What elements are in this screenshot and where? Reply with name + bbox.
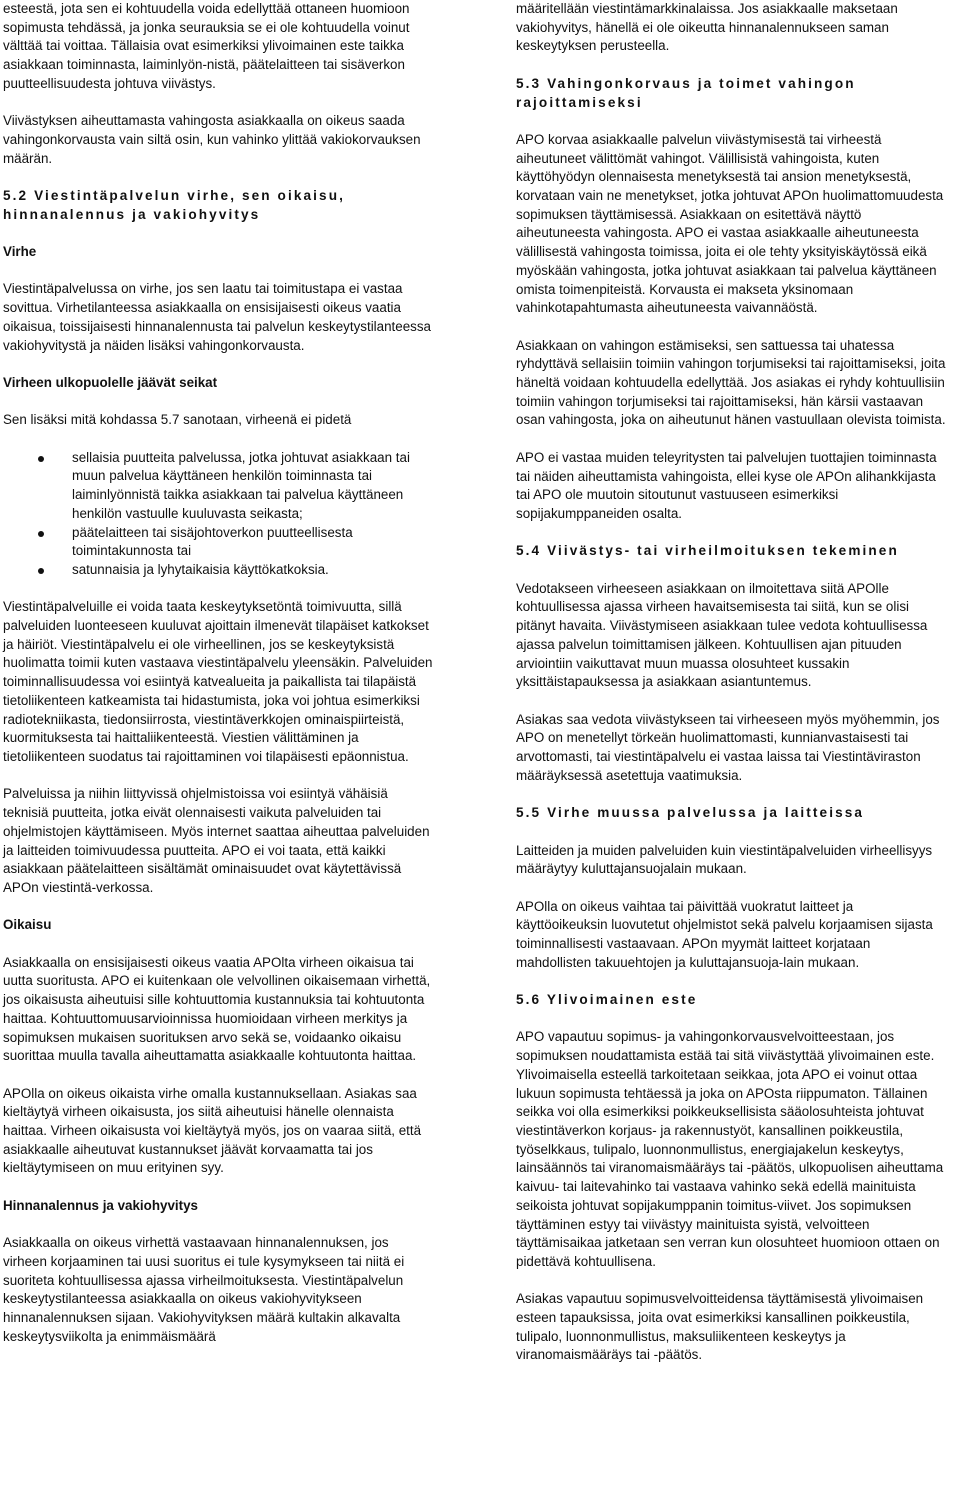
paragraph: Viestintäpalvelussa on virhe, jos sen laatu tai toimitustapa ei vastaa sovittua. Virhetilanteessa asiakkaalla on ensisijaisesti oikeus vaatia oikaisua, toissijaisesti hinnanalennusta tai palvelun keskeytystilanteessa vakiohyvitystä ja näiden lisäksi vahingonkorvausta. bbox=[3, 281, 432, 353]
section-heading: 5.5 Virhe muussa palvelussa ja laitteissa bbox=[516, 805, 865, 821]
paragraph: Asiakas vapautuu sopimusvelvoitteidensa täyttämisestä ylivoimaisen esteen tapauksissa, joita ovat esimerkiksi kansallinen poikkeustila, tulipalo, luonnonmullistus, maksuliikenteen keskeytys ja viranomaismääräys tai -päätös. bbox=[516, 1291, 924, 1363]
bullet-icon bbox=[38, 456, 44, 462]
paragraph: Asiakas saa vedota viivästykseen tai virheeseen myös myöhemmin, jos APO on menetellyt törkeän huolimattomasti, kunnianvastaisesti tai arvottomasti, tai viestintäpalvelu ei vastaa laissa tai Viestintäviraston määräyksessä asetettuja vaatimuksia. bbox=[516, 711, 940, 783]
paragraph: Viestintäpalveluille ei voida taata keskeytyksetöntä toimivuutta, sillä palveluiden luonteeseen kuuluvat ajoittain ilmenevät tilapäiset katkokset ja häiriöt. Viestintäpalvelu ei ole virheellinen, jos se keskeytyksistä huolimatta toimii kuten vastaava viestintäpalvelu yleensäkin. Palveluiden toiminnallisuudessa voi esiintyä katvealueita ja paikallista tai tilapäistä tietoliikenteen katkeamista tai hidastumista, joka voi johtua esimerkiksi radiotekniikasta, tiedonsiirrosta, viestintäverkkojen ominaispiirteistä, kuormituksesta tai haittaliikenteestä. Viestien välittäminen ja tietoliikenteen suodatus tai rajoittaminen voi tilapäisesti epäonnistua. bbox=[3, 599, 433, 764]
paragraph: APOlla on oikeus oikaista virhe omalla kustannuksellaan. Asiakas saa kieltäytyä virheen oikaisusta, jos siitä aiheutuisi hänelle olennaista haittaa. Virheen oikaisusta voi kieltäytyä myös, jos on vaaraa siitä, että asiakkaalle aiheutuvat kustannukset jäävät korvaamatta tai jos kieltäytymiseen on muu erityinen syy. bbox=[3, 1085, 422, 1176]
paragraph: Palveluissa ja niihin liittyvissä ohjelmistoissa voi esiintyä vähäisiä teknisiä puutteita, jotka eivät olennaisesti vaikuta palveluiden tai ohjelmistojen käyttämiseen. Myös internet saattaa aiheuttaa palveluiden ja laitteiden toimivuudessa puutteita. APO ei voi taata, että kaikki asiakkaan päätelaitteen sisältämät ominaisuudet ovat käytettävissä APOn viestintä-verkossa. bbox=[3, 786, 430, 895]
list-item bbox=[3, 524, 435, 561]
paragraph: Asiakkaalla on ensisijaisesti oikeus vaatia APOlta virheen oikaisua tai uutta suoritusta. APO ei kuitenkaan ole velvollinen oikaisemaan virhettä, jos oikaisusta aiheutuisi sille kohtuuttomia kustannuksia tai kohtuutonta haittaa. Kohtuuttomuusarvioinnissa huomioidaan virheen merkitys ja sopimuksen mukaisen suorituksen arvo sekä se, voidaanko oikaisu suorittaa muulla tavalla aiheuttamatta asiakkaalle kohtuutonta haittaa. bbox=[3, 954, 431, 1064]
list-item bbox=[3, 561, 435, 580]
list-item bbox=[3, 449, 435, 524]
right-column bbox=[516, 0, 946, 1384]
section-heading: 5.2 Viestintäpalvelun virhe, sen oikaisu, hinnanalennus ja vakiohyvitys bbox=[3, 188, 345, 222]
subheading: Hinnanalennus ja vakiohyvitys bbox=[3, 1197, 198, 1213]
paragraph: Asiakkaalla on oikeus virhettä vastaavaan hinnanalennuksen, jos virheen korjaaminen tai uusi suoritus ei tule kysymykseen tai niitä ei suoriteta kohtuullisessa ajassa virheilmoituksesta. Viestintäpalvelun keskeytystilanteessa asiakkaalla on oikeus vakiohyvitykseen hinnanalennuksen sijaan. Vakiohyvityksen määrä kultakin alkavalta keskeytysviikolta ja enimmäismäärä bbox=[3, 1235, 405, 1344]
paragraph: APOlla on oikeus vaihtaa tai päivittää vuokratut laitteet ja käyttöoikeuksin luovutetut ohjelmistot sekä palvelu korjaamisen sijasta toiminnallisesti vastaavaan. APOn myymät laitteet korjataan mahdollisten takuuehtojen ja kuluttajansuoja-lain mukaan. bbox=[516, 898, 933, 970]
subheading: Virheen ulkopuolelle jäävät seikat bbox=[3, 374, 218, 390]
left-column bbox=[3, 0, 435, 1365]
subheading: Oikaisu bbox=[3, 917, 52, 933]
paragraph: APO ei vastaa muiden teleyritysten tai palvelujen tuottajien toiminnasta tai näiden aiheuttamista vahingoista, ellei kyse ole APOn alihankkijasta tai APO ole muutoin sitoutunut vastuuseen esimerkiksi sopijakumppaneiden osalta. bbox=[516, 449, 937, 521]
paragraph: APO korvaa asiakkaalle palvelun viivästymisestä tai virheestä aiheutuneet välittömät vahingot. Välillisistä vahingoista, kuten käyttöhyödyn olennaisesta menetyksestä tai ansion menetyksestä, korvataan vain ne menetykset, jotka johtuvat APOn huolimattomuudesta sopimuksen täyttämisessä. Asiakkaan on esitettävä näyttö aiheutuneesta vahingosta. APO ei vastaa asiakkaalle aiheutuneesta välillisestä vahingosta toimissa, joita ei ole tehty yksityiskäytössä eikä myöskään vahingosta, jotka johtuvat asiakkaan tai palvelua käyttäneen omista toimenpiteistä. Korvausta ei makseta yksinomaan vahinkotapahtumasta aiheutuneesta vaivannäöstä. bbox=[516, 131, 944, 316]
section-heading: 5.3 Vahingonkorvaus ja toimet vahingon rajoittamiseksi bbox=[516, 75, 856, 110]
bullet-list bbox=[3, 449, 435, 580]
paragraph: määritellään viestintämarkkinalaissa. Jos asiakkaalle maksetaan vakiohyvitys, hänellä ei ole oikeutta hinnanalennukseen saman keskeytyksen perusteella. bbox=[516, 1, 898, 54]
section-heading: 5.6 Ylivoimainen este bbox=[516, 992, 698, 1008]
subheading: Virhe bbox=[3, 244, 37, 260]
list-item-text: päätelaitteen tai sisäjohtoverkon puutteellisesta toimintakunnosta tai bbox=[72, 524, 353, 559]
paragraph: Asiakkaan on vahingon estämiseksi, sen sattuessa tai uhatessa ryhdyttävä sellaisiin toimiin vahingon torjumiseksi tai rajoittamiseksi, joita häneltä voidaan kohtuudella edellyttää. Jos asiakas ei ryhdy kohtuullisiin toimiin vahingon torjumiseksi tai rajoittamiseksi, hän kärsii vastaavan osan vahingosta, joka on aiheutunut hänen vastuullaan olevista toimista. bbox=[516, 337, 946, 428]
list-item-text: satunnaisia ja lyhytaikaisia käyttökatkoksia. bbox=[72, 561, 329, 577]
paragraph: Vedotakseen virheeseen asiakkaan on ilmoitettava siitä APOlle kohtuullisessa ajassa virheen havaitsemisesta tai siitä, kun se olisi pitänyt havaita. Viivästymiseen asiakkaan tulee vedota kohtuullisessa ajassa palvelun toimittamisen jälkeen. Kohtuullisen ajan pituuden arviointiin vaikuttavat muun muassa olosuhteet kussakin yksittäistapauksessa ja asiakkaan asiantuntemus. bbox=[516, 580, 928, 690]
list-item-text: sellaisia puutteita palvelussa, jotka johtuvat asiakkaan tai muun palvelua käyttäneen henkilön toiminnasta tai laiminlyönnistä taikka asiakkaan tai palvelua käyttäneen henkilön vastuulle kuuluvasta seikasta; bbox=[72, 449, 410, 521]
paragraph: esteestä, jota sen ei kohtuudella voida edellyttää ottaneen huomioon sopimusta tehdässä, ja jonka seurauksia se ei ole kohtuudella voinut välttää tai voittaa. Tällaisia ovat esimerkiksi ylivoimainen este taikka asiakkaan toiminnasta, laiminlyön-nistä, päätelaitteen tai sisäverkon puutteellisuudesta johtuva viivästys. bbox=[3, 1, 410, 91]
paragraph: Laitteiden ja muiden palveluiden kuin viestintäpalveluiden virheellisyys määräytyy kuluttajansuojalain mukaan. bbox=[516, 842, 933, 877]
paragraph: Sen lisäksi mitä kohdassa 5.7 sanotaan, virheenä ei pidetä bbox=[3, 412, 352, 428]
paragraph: APO vapautuu sopimus- ja vahingonkorvausvelvoitteestaan, jos sopimuksen noudattamista estää tai sitä viivästyttää ylivoimainen este. Ylivoimaisella esteellä tarkoitetaan seikkaa, jota APO ei voinut ottaa lukuun sopimusta tehtäessä ja joka on APOsta riippumaton. Tällainen seikka voi olla esimerkiksi poikkeuksellisista sääolosuhteista johtuvat viestintäverkon korjaus- ja rakennustyöt, kansallinen poikkeustila, työselkkaus, tulipalo, luonnonmullistus, energiajakelun keskeytys, lainsäännös tai viranomaismääräys tai -päätös, ulkopuolisen aiheuttama kaivuu- tai laitevahinko tai vastaava vahinko sekä edellä mainituista seikoista johtuvat sopijakumppanin toimitus-viivet. Jos sopimuksen täyttäminen estyy tai viivästyy mainituista syistä, velvoitteen täyttämisaikaa jatketaan sen verran kun olosuhteet huomioon ottaen on pidettävä kohtuullisena. bbox=[516, 1029, 944, 1269]
paragraph: Viivästyksen aiheuttamasta vahingosta asiakkaalla on oikeus saada vahingonkorvausta vain siltä osin, kun vahinko ylittää vakiokorvauksen määrän. bbox=[3, 113, 421, 166]
bullet-icon bbox=[38, 568, 44, 574]
section-heading: 5.4 Viivästys- tai virheilmoituksen tekeminen bbox=[516, 543, 899, 559]
bullet-icon bbox=[38, 531, 44, 537]
